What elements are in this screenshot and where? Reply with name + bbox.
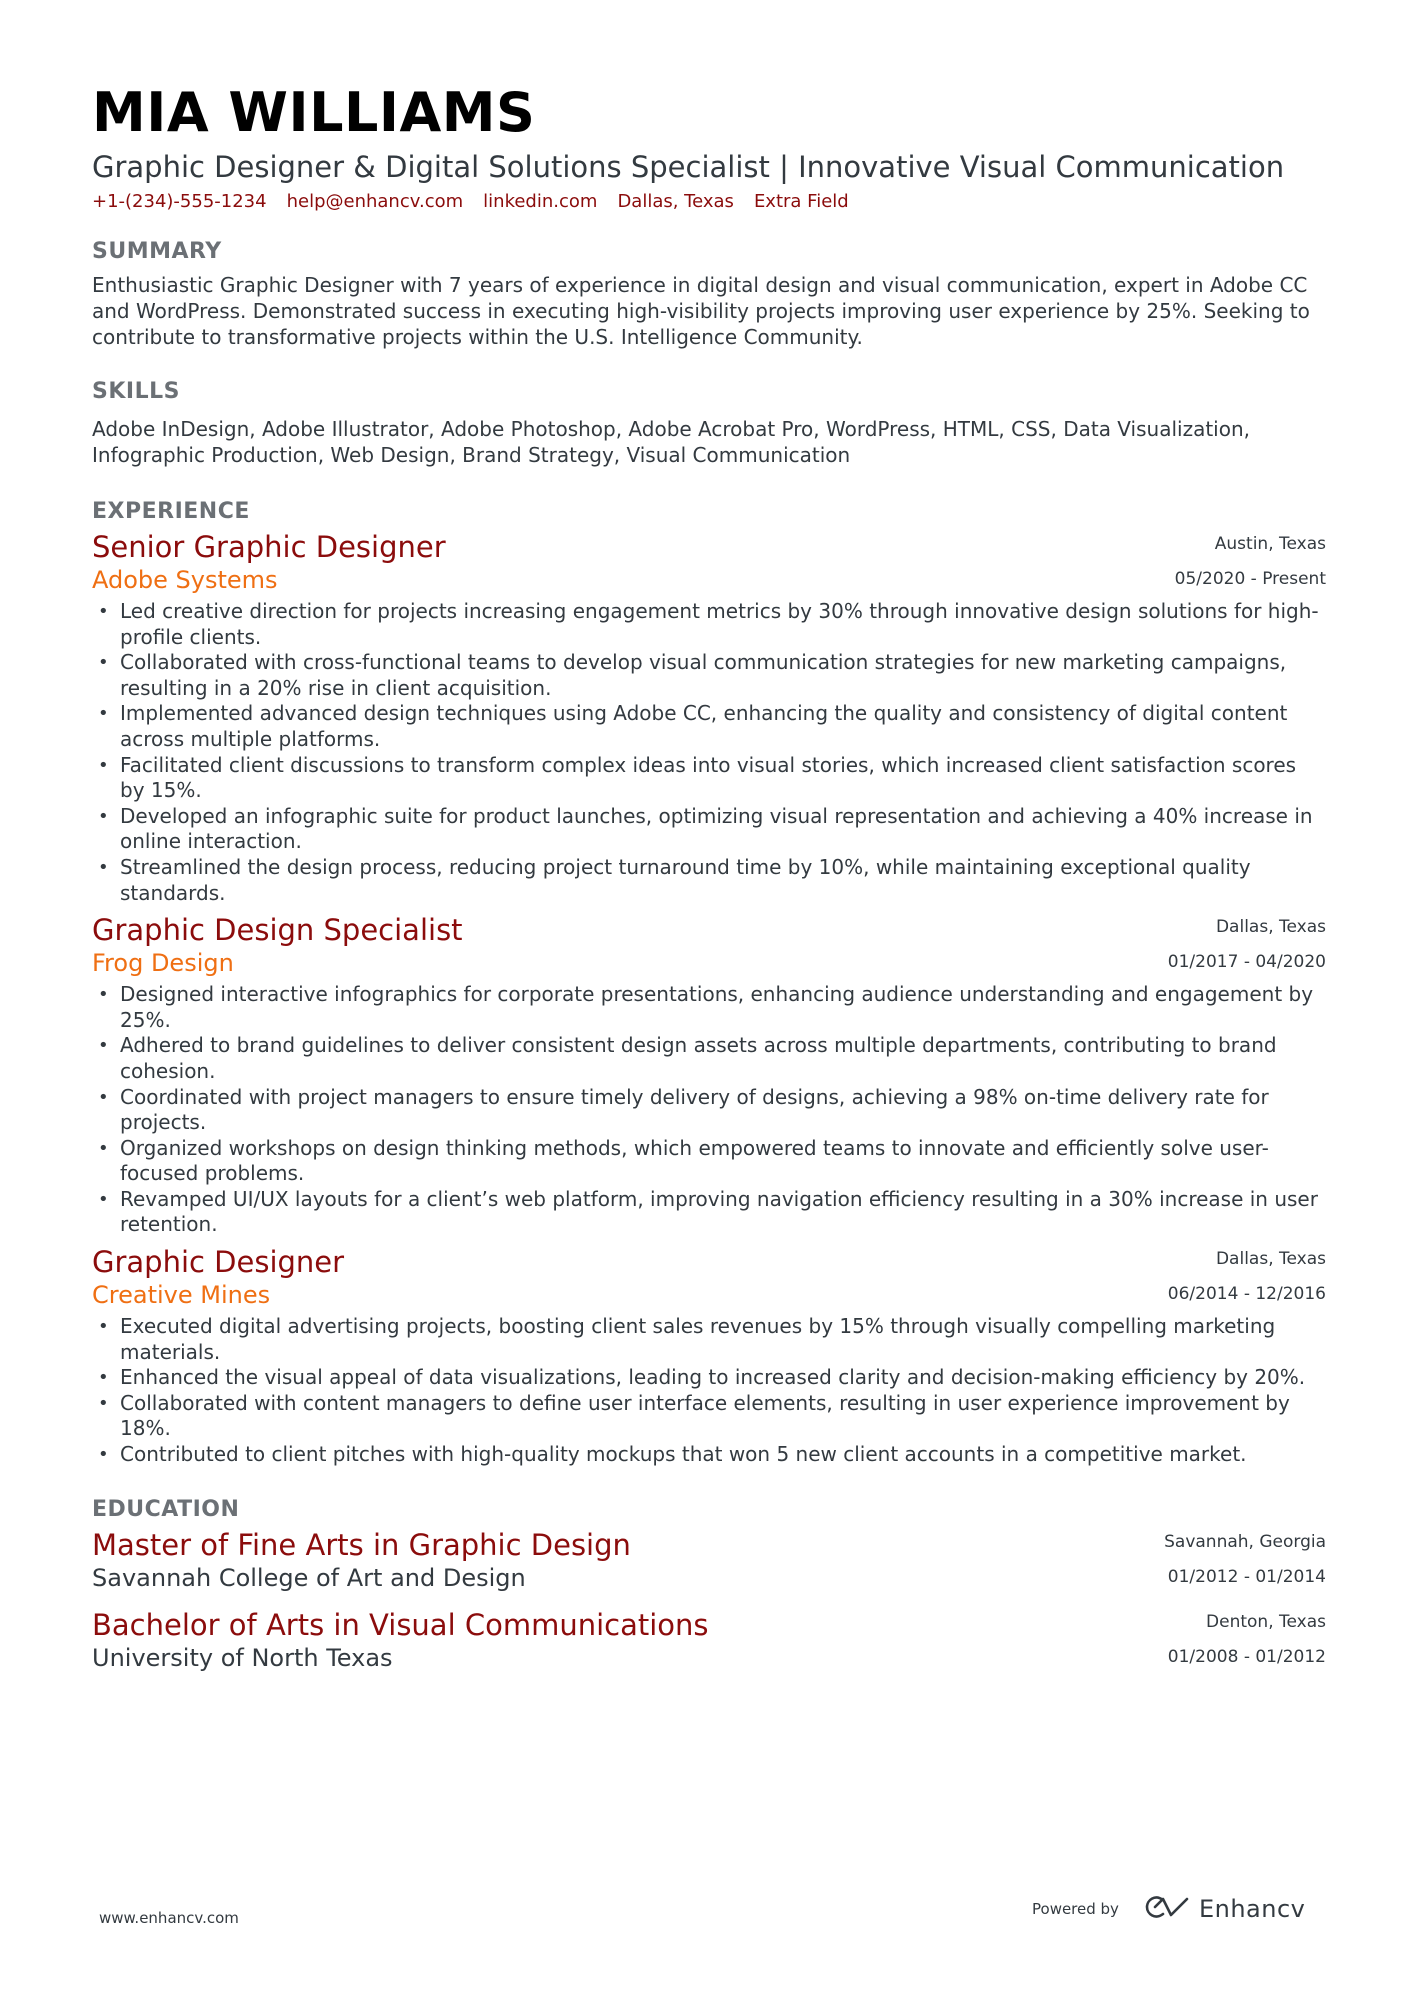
resume-page [92,78,1326,1673]
job-bullets [92,1314,1326,1468]
bullet-item: • Implemented advanced design techniques using Adobe CC, enhancing the quality and consistency of digital content across multiple platforms. [92,701,1326,752]
job-title: Senior Graphic Designer [92,530,446,564]
bullet-item: • Coordinated with project managers to ensure timely delivery of designs, achieving a 98% on-time delivery rate for projects. [92,1085,1326,1136]
powered-by-label: Powered by [1032,1900,1119,1918]
school-name: University of North Texas [92,1643,393,1672]
job-dates: 01/2017 - 04/2020 [1167,952,1326,973]
bullet-item: • Streamlined the design process, reducing project turnaround time by 10%, while maintaining exceptional quality standards. [92,855,1326,906]
company-name: Adobe Systems [92,566,278,594]
summary-text: Enthusiastic Graphic Designer with 7 years of experience in digital design and visual communication, expert in Adobe CC and WordPress. Demonstrated success in executing high-visibility projects improving user experience by 25%. Seeking to contribute to transformative projects within the U.S. Intelligence Community. [92,273,1310,349]
education-entry [92,1607,1326,1673]
bullet-item: • Executed digital advertising projects, boosting client sales revenues by 15% through visually compelling marketing materials. [92,1314,1326,1365]
bullet-item: • Facilitated client discussions to transform complex ideas into visual stories, which increased client satisfaction scores by 15%. [92,753,1326,804]
contact-phone[interactable]: +1-(234)-555-1234 [92,191,267,212]
education-location: Denton, Texas [1206,1611,1326,1632]
summary-section [92,238,1326,350]
experience-entry-header [92,1244,1326,1310]
job-location: Dallas, Texas [1215,1249,1326,1270]
bullet-item: • Revamped UI/UX layouts for a client’s web platform, improving navigation efficiency resulting in a 30% increase in user retention. [92,1187,1326,1238]
bullet-item: • Enhanced the visual appeal of data visualizations, leading to increased clarity and decision-making efficiency by 20%. [92,1365,1326,1391]
job-location: Austin, Texas [1214,534,1326,554]
section-title-skills: SKILLS [92,379,180,404]
job-bullets [92,599,1326,906]
company-name: Frog Design [92,949,234,978]
job-bullets [92,982,1326,1238]
experience-entry [92,912,1326,1238]
contact-linkedin[interactable]: linkedin.com [483,191,598,212]
enhancv-logo-icon [1145,1895,1191,1923]
job-dates: 05/2020 - Present [1174,569,1326,589]
bullet-item: • Collaborated with cross-functional teams to develop visual communication strategies for new marketing campaigns, resulting in a 20% rise in client acquisition. [92,650,1326,701]
experience-entry [92,1244,1326,1468]
candidate-name: MIA WILLIAMS [92,81,536,144]
company-name: Creative Mines [92,1281,271,1310]
footer-branding [1032,1895,1305,1923]
bullet-item: • Developed an infographic suite for product launches, optimizing visual representation and achieving a 40% increase in online interaction. [92,804,1326,855]
experience-entry [92,529,1326,906]
experience-entry-header [92,529,1326,595]
education-location: Savannah, Georgia [1164,1531,1326,1552]
job-location: Dallas, Texas [1215,917,1326,938]
education-section [92,1496,1326,1673]
contact-location: Dallas, Texas [617,191,734,212]
bullet-item: • Collaborated with content managers to define user interface elements, resulting in user experience improvement by 18%. [92,1391,1326,1442]
section-title-education: EDUCATION [92,1496,240,1522]
degree-title: Master of Fine Arts in Graphic Design [92,1527,631,1562]
bullet-item: • Designed interactive infographics for corporate presentations, enhancing audience understanding and engagement by 25%. [92,982,1326,1033]
resume-header [92,78,1326,214]
contact-list [92,190,1326,214]
bullet-item: • Led creative direction for projects increasing engagement metrics by 30% through innovative design solutions for high-profile clients. [92,599,1326,650]
skills-text: Adobe InDesign, Adobe Illustrator, Adobe Photoshop, Adobe Acrobat Pro, WordPress, HTML, CSS, Data Visualization, Infographic Production, Web Design, Brand Strategy, Visual Communication [92,417,1250,467]
education-dates: 01/2008 - 01/2012 [1167,1646,1326,1667]
footer-website[interactable]: www.enhancv.com [99,1909,239,1927]
job-title: Graphic Designer [92,1245,345,1280]
contact-email[interactable]: help@enhancv.com [286,191,464,212]
job-dates: 06/2014 - 12/2016 [1167,1284,1326,1305]
experience-entry-header [92,912,1326,978]
skills-section [92,378,1326,468]
education-dates: 01/2012 - 01/2014 [1167,1566,1326,1587]
contact-extra-field: Extra Field [753,191,849,212]
candidate-headline: Graphic Designer & Digital Solutions Specialist | Innovative Visual Communication [92,150,1285,184]
enhancv-brand-name[interactable]: Enhancv [1198,1895,1306,1923]
section-title-experience: EXPERIENCE [92,499,250,524]
bullet-item: • Organized workshops on design thinking methods, which empowered teams to innovate and efficiently solve user-focused problems. [92,1136,1326,1187]
job-title: Graphic Design Specialist [92,913,463,948]
school-name: Savannah College of Art and Design [92,1563,526,1592]
bullet-item: • Contributed to client pitches with high-quality mockups that won 5 new client accounts in a competitive market. [92,1442,1326,1468]
section-title-summary: SUMMARY [92,239,222,264]
bullet-item: • Adhered to brand guidelines to deliver consistent design assets across multiple departments, contributing to brand cohesion. [92,1033,1326,1084]
education-entry [92,1527,1326,1593]
experience-section [92,498,1326,1468]
degree-title: Bachelor of Arts in Visual Communications [92,1607,709,1642]
